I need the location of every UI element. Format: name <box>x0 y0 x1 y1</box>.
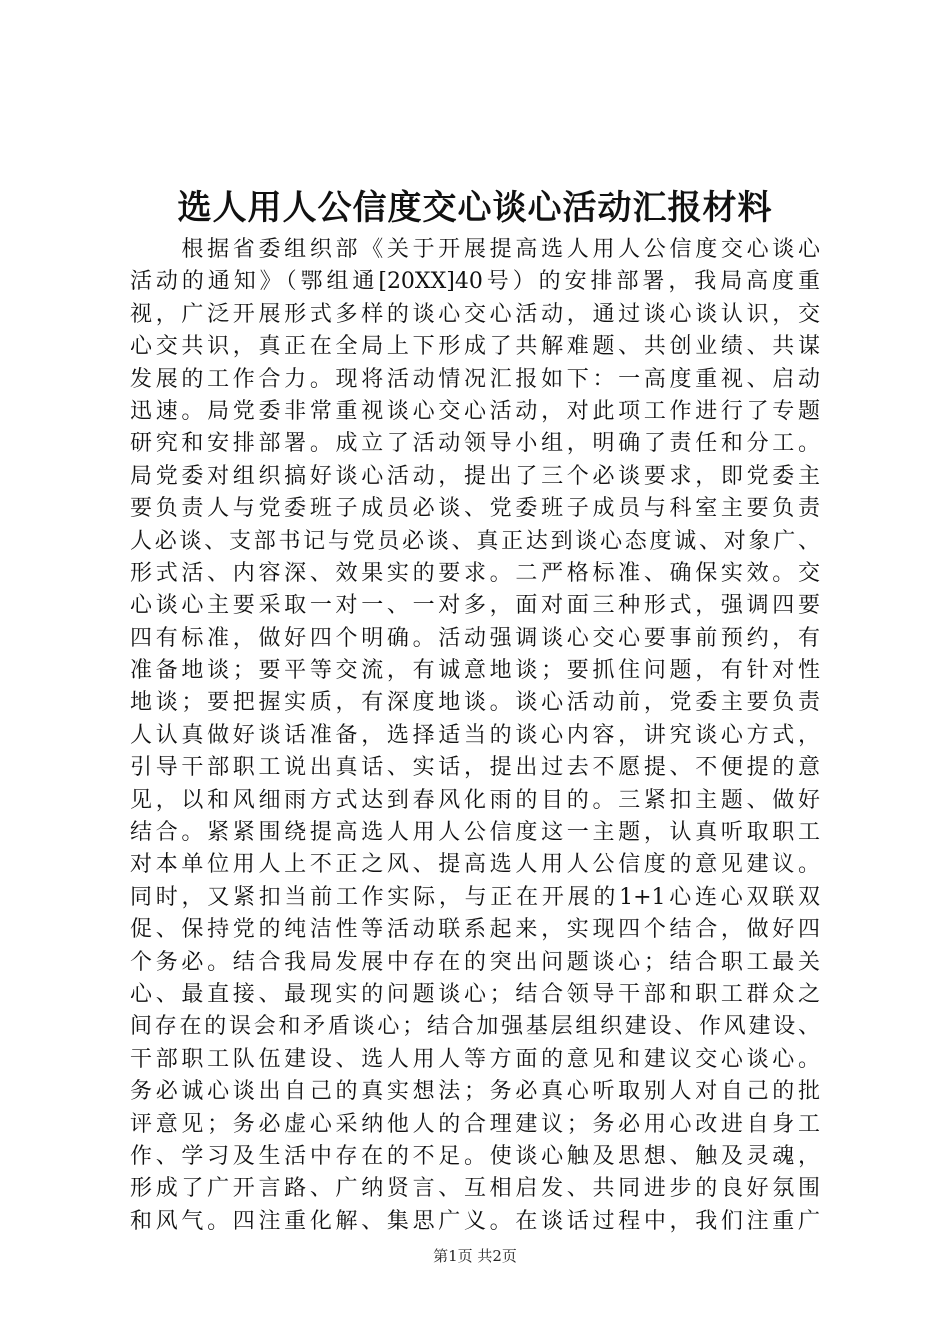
body-line: 四有标准，做好四个明确。活动强调谈心交心要事前预约，有 <box>130 625 820 651</box>
body-line: 心谈心主要采取一对一、一对多，面对面三种形式，强调四要 <box>130 593 820 619</box>
body-line: 准备地谈；要平等交流，有诚意地谈；要抓住问题，有针对性 <box>130 658 820 684</box>
document-body <box>130 234 820 1238</box>
body-line: 形成了广开言路、广纳贤言、互相启发、共同进步的良好氛围 <box>130 1176 820 1202</box>
body-line: 评意见；务必虚心采纳他人的合理建议；务必用心改进自身工 <box>130 1111 820 1137</box>
body-line: 干部职工队伍建设、选人用人等方面的意见和建议交心谈心。 <box>130 1046 820 1072</box>
body-line: 形式活、内容深、效果实的要求。二严格标准、确保实效。交 <box>130 560 820 586</box>
body-line: 引导干部职工说出真话、实话，提出过去不愿提、不便提的意 <box>130 755 820 781</box>
body-line: 对本单位用人上不正之风、提高选人用人公信度的意见建议。 <box>130 852 820 878</box>
body-line: 促、保持党的纯洁性等活动联系起来，实现四个结合，做好四 <box>130 917 820 943</box>
body-line: 要负责人与党委班子成员必谈、党委班子成员与科室主要负责 <box>130 496 820 522</box>
page-footer: 第1页 共2页 <box>433 1247 517 1265</box>
document-title: 选人用人公信度交心谈心活动汇报材料 <box>177 188 773 228</box>
body-line: 务必诚心谈出自己的真实想法；务必真心听取别人对自己的批 <box>130 1079 820 1105</box>
body-line: 间存在的误会和矛盾谈心；结合加强基层组织建设、作风建设、 <box>130 1014 820 1040</box>
body-line: 作、学习及生活中存在的不足。使谈心触及思想、触及灵魂， <box>130 1143 820 1169</box>
body-line: 局党委对组织搞好谈心活动，提出了三个必谈要求，即党委主 <box>130 463 820 489</box>
body-line: 个务必。结合我局发展中存在的突出问题谈心；结合职工最关 <box>130 949 820 975</box>
body-line: 视，广泛开展形式多样的谈心交心活动，通过谈心谈认识，交 <box>130 301 820 327</box>
body-line: 人必谈、支部书记与党员必谈、真正达到谈心态度诚、对象广、 <box>130 528 820 554</box>
body-line: 研究和安排部署。成立了活动领导小组，明确了责任和分工。 <box>130 431 820 457</box>
body-line: 同时，又紧扣当前工作实际，与正在开展的1+1心连心双联双 <box>130 884 820 910</box>
body-line: 结合。紧紧围绕提高选人用人公信度这一主题，认真听取职工 <box>130 820 820 846</box>
body-line: 心交共识，真正在全局上下形成了共解难题、共创业绩、共谋 <box>130 334 820 360</box>
body-line: 发展的工作合力。现将活动情况汇报如下：一高度重视、启动 <box>130 366 820 392</box>
body-line: 和风气。四注重化解、集思广义。在谈话过程中，我们注重广 <box>130 1208 820 1234</box>
body-line: 迅速。局党委非常重视谈心交心活动，对此项工作进行了专题 <box>130 398 820 424</box>
body-line: 见，以和风细雨方式达到春风化雨的目的。三紧扣主题、做好 <box>130 787 820 813</box>
body-line: 人认真做好谈话准备，选择适当的谈心内容，讲究谈心方式， <box>130 722 820 748</box>
body-line: 心、最直接、最现实的问题谈心；结合领导干部和职工群众之 <box>130 981 820 1007</box>
body-line: 地谈；要把握实质，有深度地谈。谈心活动前，党委主要负责 <box>130 690 820 716</box>
body-line: 活动的通知》（鄂组通[20XX]40号）的安排部署，我局高度重 <box>130 269 820 295</box>
body-line: 根据省委组织部《关于开展提高选人用人公信度交心谈心 <box>130 237 820 262</box>
